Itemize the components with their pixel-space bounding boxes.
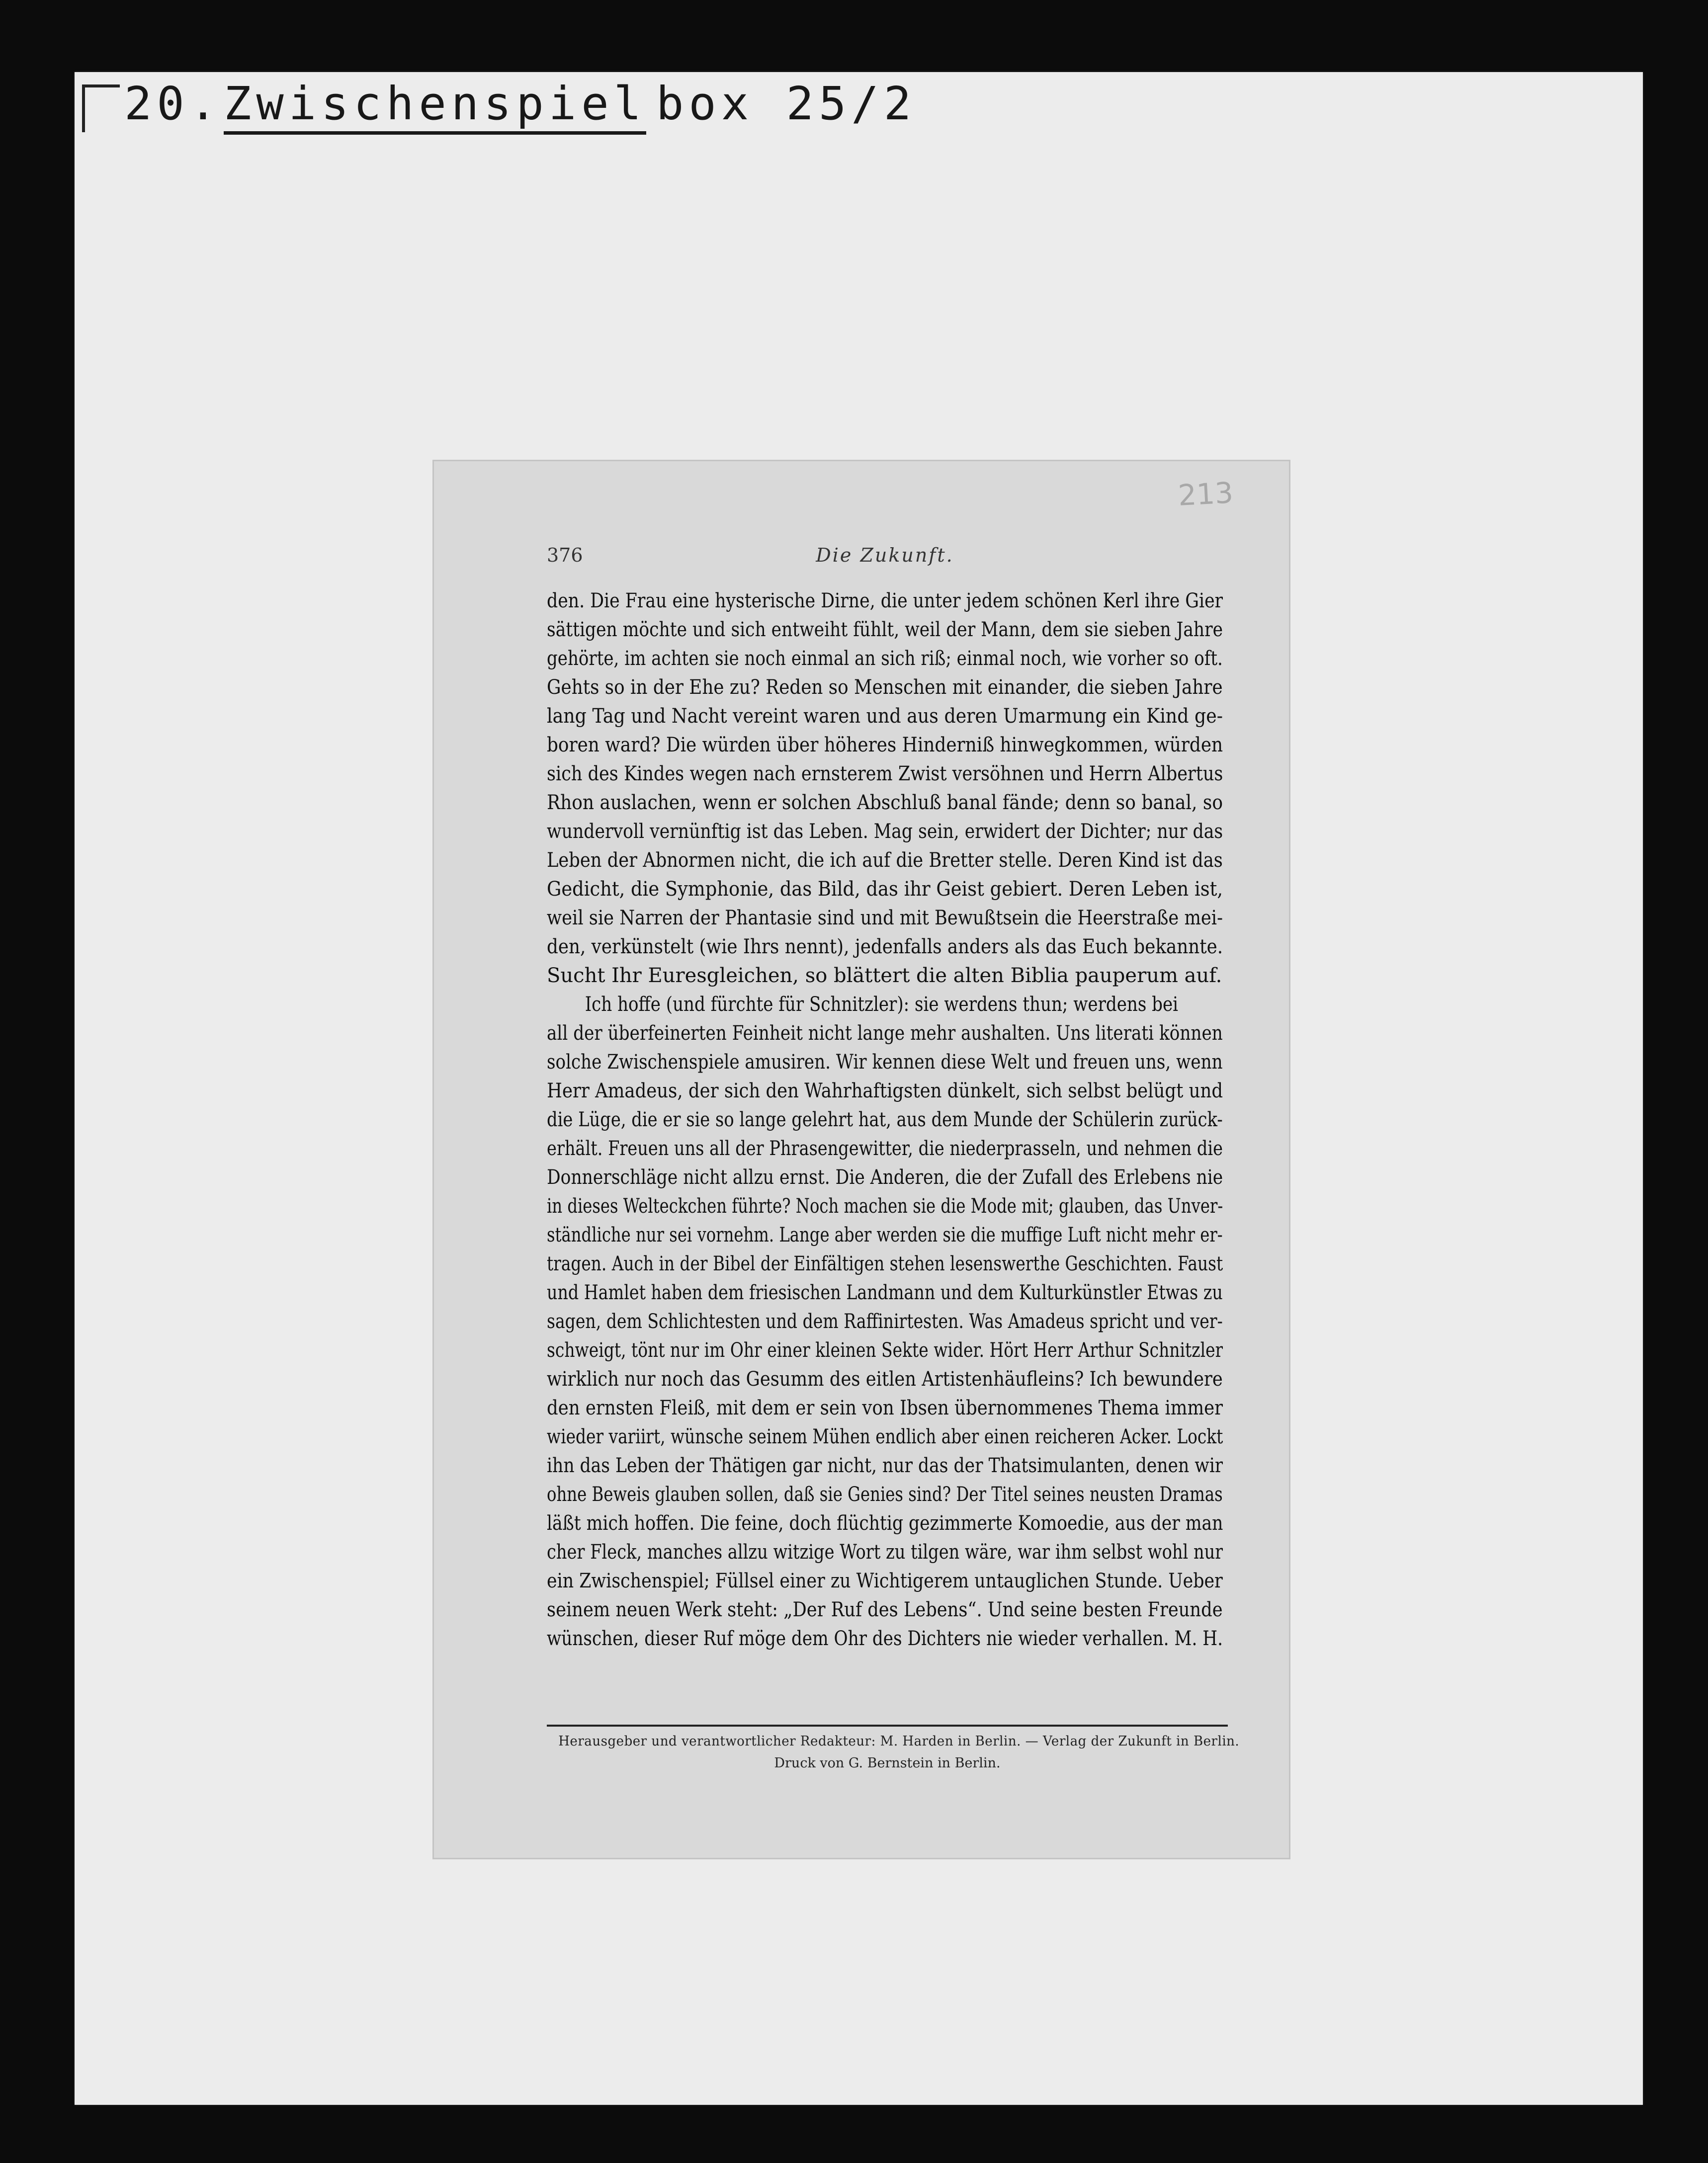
text-line: Ich hoffe (und fürchte für Schnitzler): sie werdens thun; werdens bei [585, 993, 1179, 1016]
text-line: solche Zwischenspiele amusiren. Wir kennen diese Welt und freuen uns, wenn [547, 1051, 1223, 1074]
text-line: tragen. Auch in der Bibel der Einfältigen stehen lesenswerthe Geschichten. Faust [547, 1252, 1223, 1275]
text-line: weil sie Narren der Phantasie sind und mit Bewußtsein die Heerstraße mei- [547, 907, 1223, 929]
printer-line: Druck von G. Bernstein in Berlin. [774, 1755, 1001, 1771]
text-line: gehörte, im achten sie noch einmal an sich riß; einmal noch, wie vorher so oft. [547, 647, 1223, 670]
text-line: lang Tag und Nacht vereint waren und aus deren Umarmung ein Kind ge- [547, 705, 1223, 728]
text-line: den ernsten Fleiß, mit dem er sein von Ibsen übernommenes Thema immer [547, 1397, 1223, 1419]
text-line: sättigen möchte und sich entweiht fühlt, weil der Mann, dem sie sieben Jahre [547, 618, 1223, 641]
text-line: wieder variirt, wünsche seinem Mühen endlich aber einen reicheren Acker. Lockt [547, 1425, 1223, 1448]
text-line: boren ward? Die würden über höheres Hinderniß hinwegkommen, würden [547, 734, 1223, 756]
text-line: in dieses Welteckchen führte? Noch machen sie die Mode mit; glauben, das Unver- [547, 1195, 1223, 1218]
text-line: erhält. Freuen uns all der Phrasengewitter, die niederprasseln, und nehmen die [547, 1137, 1223, 1160]
text-line: läßt mich hoffen. Die feine, doch flüchtig gezimmerte Komoedie, aus der man [547, 1512, 1223, 1535]
text-line: wünschen, dieser Ruf möge dem Ohr des Dichters nie wieder verhallen. M. H. [547, 1627, 1223, 1650]
page-number: 376 [547, 544, 583, 566]
text-line: Leben der Abnormen nicht, die ich auf die Bretter stelle. Deren Kind ist das [547, 849, 1223, 872]
text-line: sich des Kindes wegen nach ernsterem Zwist versöhnen und Herrn Albertus [547, 762, 1223, 785]
text-line: ohne Beweis glauben sollen, daß sie Genies sind? Der Titel seines neusten Dramas [547, 1483, 1223, 1506]
text-line: seinem neuen Werk steht: „Der Ruf des Lebens“. Und seine besten Freunde [547, 1598, 1223, 1621]
article-body [547, 586, 1223, 1653]
text-line: wirklich nur noch das Gesumm des eitlen Artistenhäufleins? Ich bewundere [547, 1368, 1223, 1391]
text-line: Rhon auslachen, wenn er solchen Abschluß banal fände; denn so banal, so [547, 791, 1223, 814]
text-line: Gedicht, die Symphonie, das Bild, das ihr Geist gebiert. Deren Leben ist, [547, 878, 1223, 901]
footer-rule [547, 1725, 1228, 1727]
text-line: ein Zwischenspiel; Füllsel einer zu Wichtigerem untauglichen Stunde. Ueber [547, 1570, 1223, 1592]
archive-title: Zwischenspiel [224, 77, 646, 135]
text-line: Herr Amadeus, der sich den Wahrhaftigsten dünkelt, sich selbst belügt und [547, 1080, 1223, 1102]
text-line: die Lüge, die er sie so lange gelehrt hat, aus dem Munde der Schülerin zurück- [547, 1108, 1223, 1131]
text-line: Sucht Ihr Euresgleichen, so blättert die alten Biblia pauperum auf. [547, 964, 1222, 987]
text-line: cher Fleck, manches allzu witzige Wort zu tilgen wäre, war ihm selbst wohl nur [547, 1541, 1223, 1564]
archive-box-label: box 25/2 [656, 77, 917, 130]
text-line: schweigt, tönt nur im Ohr einer kleinen Sekte wider. Hört Herr Arthur Schnitzler [547, 1339, 1223, 1362]
text-line: Gehts so in der Ehe zu? Reden so Menschen mit einander, die sieben Jahre [547, 676, 1223, 699]
text-line: ständliche nur sei vornehm. Lange aber werden sie die muffige Luft nicht mehr er- [547, 1224, 1223, 1247]
pencil-page-number: 213 [1177, 476, 1234, 512]
journal-title: Die Zukunft. [816, 544, 954, 566]
text-line: den. Die Frau eine hysterische Dirne, die unter jedem schönen Kerl ihre Gier [547, 589, 1223, 612]
imprint-line: Herausgeber und verantwortlicher Redakteur: M. Harden in Berlin. — Verlag der Zukunft in Berlin. [558, 1734, 1240, 1749]
text-line: den, verkünstelt (wie Ihrs nennt), jedenfalls anders als das Euch bekannte. [547, 935, 1223, 958]
text-line: sagen, dem Schlichtesten und dem Raffinirtesten. Was Amadeus spricht und ver- [547, 1310, 1223, 1333]
text-line: Donnerschläge nicht allzu ernst. Die Anderen, die der Zufall des Erlebens nie [547, 1166, 1223, 1189]
imprint-footer [547, 1731, 1240, 1774]
text-line: ihn das Leben der Thätigen gar nicht, nur das der Thatsimulanten, denen wir [547, 1454, 1223, 1477]
text-line: all der überfeinerten Feinheit nicht lange mehr aushalten. Uns literati können [547, 1022, 1223, 1045]
corner-bracket [82, 84, 120, 132]
text-line: und Hamlet haben dem friesischen Landmann und dem Kulturkünstler Etwas zu [547, 1281, 1223, 1304]
text-line: wundervoll vernünftig ist das Leben. Mag sein, erwidert der Dichter; nur das [547, 820, 1223, 843]
archive-number: 20. [124, 77, 222, 130]
